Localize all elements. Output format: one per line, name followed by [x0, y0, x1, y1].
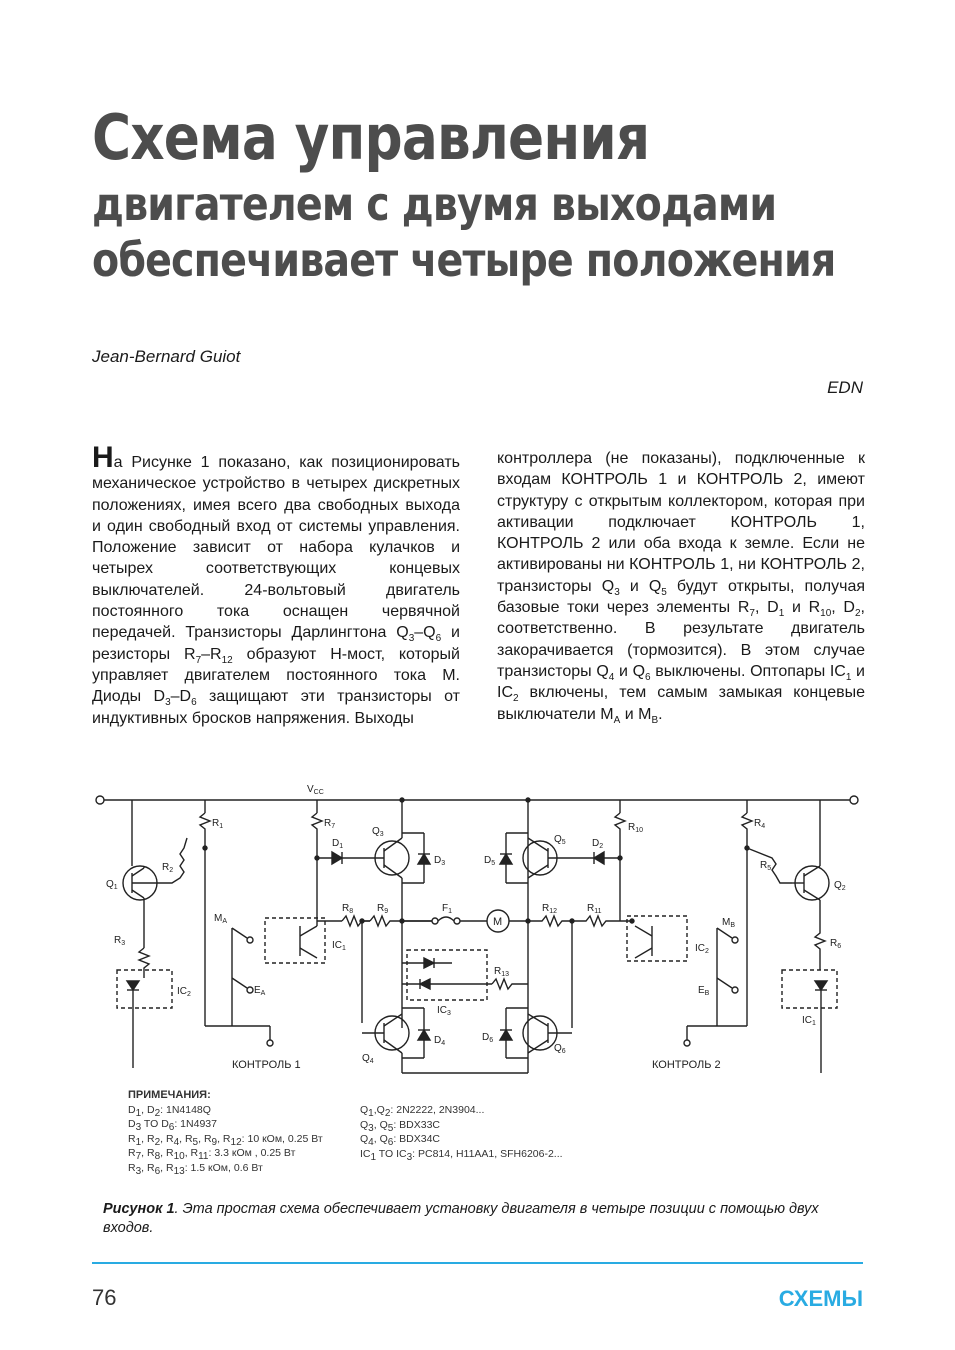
svg-text:R1: $R_1$: [212, 818, 224, 830]
caption-text: . Эта простая схема обеспечивает установку двигателя в четыре позиции с помощью двух входов.: [103, 1201, 819, 1236]
dropcap: Н: [92, 441, 114, 474]
page-number: 76: [92, 1285, 117, 1310]
vcc-label: $V_{CC}$: [307, 784, 324, 796]
notes-left: [128, 1088, 323, 1175]
svg-text:R8: $R_8$: [342, 903, 354, 915]
footer-rule: [92, 1262, 863, 1264]
svg-text:MA: $M_A$: [214, 913, 228, 925]
body-left-text: а Рисунке 1 показано, как позиционировать механическое устройство в четырех дискретных положениях, имея всего два свободных выхода и один свободный вход от системы управления. Положение зависит от набора кулачков и четырех соответствующих концевых выключателей. 24-вольтовый двигатель постоянного тока оснащен червячной передачей. Транзисторы Дарлингтона $Q_3-Q_6$ и резисторы $R_7-R_{12}$ образуют H-мост, который управляет двигателем постоянного тока M. Диоды $D_3-D_6$ защищают эти транзисторы от индуктивных бросков напряжения. Выходы: [92, 454, 461, 727]
notes-header: ПРИМЕЧАНИЯ:: [128, 1089, 211, 1101]
svg-text:Q1: $Q_1$: [106, 879, 118, 891]
svg-text:IC1: $IC_1$: [332, 940, 346, 952]
note-line: $R_3$, $R_6$, $R_{13}$: 1.5 кОм, 0.6 Вт: [128, 1161, 263, 1177]
svg-text:IC3: $IC_3$: [437, 1005, 451, 1017]
svg-text:Q5: $Q_5$: [554, 834, 566, 846]
svg-text:D4: $D_4$: [434, 1035, 446, 1047]
svg-text:Q2: $Q_2$: [834, 880, 846, 892]
svg-text:D1: $D_1$: [332, 838, 344, 850]
svg-text:EB: $E_B$: [698, 985, 710, 997]
note-line: $R_7$, $R_8$, $R_{10}$, $R_{11}$: 3.3 кОм , 0.25 Вт: [128, 1147, 296, 1163]
body-column-left: [92, 441, 461, 729]
note-line: $IC_1$ TO $IC_3$: PC814, H11AA1, SFH6206-2...: [360, 1147, 563, 1163]
note-line: $Q_1,Q_2$: 2N2222, 2N3904...: [360, 1104, 485, 1120]
title-line-1: Схема управления: [92, 101, 650, 174]
note-line: $R_1$, $R_2$, $R_4$, $R_5$, $R_9$, $R_{12}$: 10 кОм, 0.25 Вт: [128, 1132, 323, 1148]
svg-text:D3: $D_3$: [434, 855, 446, 867]
title-line-3: обеспечивает четыре положения: [92, 233, 836, 287]
control2-label: КОНТРОЛЬ 2: [652, 1059, 721, 1071]
body-column-right: [497, 448, 865, 725]
note-line: $Q_4$, $Q_6$: BDX34C: [360, 1133, 440, 1149]
svg-text:R13: $R_{13}$: [494, 966, 510, 978]
caption-label: Рисунок 1: [103, 1201, 175, 1217]
svg-text:IC1: $IC_1$: [802, 1015, 816, 1027]
motor-label: M: [493, 916, 503, 928]
svg-text:R10: $R_{10}$: [628, 822, 644, 834]
svg-text:R11: $R_{11}$: [587, 903, 602, 915]
title-line-2: двигателем с двумя выходами: [92, 177, 777, 231]
circuit-diagram: [92, 778, 872, 1078]
svg-text:R6: $R_6$: [830, 938, 842, 950]
figure-caption: [103, 1200, 873, 1238]
source: EDN: [827, 378, 863, 397]
svg-text:D5: $D_5$: [484, 855, 496, 867]
svg-text:R2: $R_2$: [162, 862, 174, 874]
author: Jean-Bernard Guiot: [92, 347, 241, 366]
svg-text:IC2: $IC_2$: [695, 943, 709, 955]
svg-text:Q3: $Q_3$: [372, 826, 384, 838]
svg-text:R12: $R_{12}$: [542, 903, 558, 915]
svg-text:Q6: $Q_6$: [554, 1043, 566, 1055]
article-title: [92, 100, 892, 288]
svg-text:R4: $R_4$: [754, 818, 766, 830]
svg-text:D6: $D_6$: [482, 1032, 494, 1044]
note-line: $D_3$ TO $D_6$: 1N4937: [128, 1118, 217, 1134]
svg-text:R7: $R_7$: [324, 818, 336, 830]
body-right-text: контроллера (не показаны), подключенные к входам КОНТРОЛЬ 1 и КОНТРОЛЬ 2, имеют структуру с открытым коллектором, которая при активации подключает КОНТРОЛЬ 1, КОНТРОЛЬ 2 или оба входа к земле. Если не активированы ни КОНТРОЛЬ 1, ни КОНТРОЛЬ 2, транзисторы $Q_3$ и $Q_5$ будут открыты, получая базовые токи через элементы $R_7$, $D_1$ и $R_{10}$, $D_2$, соответственно. В результате двигатель закорачивается (тормозится). В этом случае транзисторы $Q_4$ и $Q_6$ выключены. Оптопары $IC_1$ и $IC_2$ включены, тем самым замыкая концевые выключатели $M_A$ и $M_B$.: [497, 450, 866, 726]
note-line: $Q_3$, $Q_5$: BDX33C: [360, 1118, 440, 1134]
svg-text:Q4: $Q_4$: [362, 1053, 374, 1065]
svg-text:R5: $R_5$: [760, 860, 772, 872]
svg-text:IC2: $IC_2$: [177, 986, 191, 998]
section-label: СХЕМЫ: [778, 1286, 863, 1311]
svg-text:MB: $M_B$: [722, 917, 736, 929]
svg-text:EA: $E_A$: [254, 985, 266, 997]
svg-text:R9: $R_9$: [377, 903, 389, 915]
control1-label: КОНТРОЛЬ 1: [232, 1059, 301, 1071]
svg-text:D2: $D_2$: [592, 838, 604, 850]
svg-text:F1: $F_1$: [442, 903, 453, 915]
svg-text:R3: $R_3$: [114, 935, 126, 947]
notes-right: [360, 1103, 563, 1161]
note-line: $D_1$, $D_2$: 1N4148Q: [128, 1103, 211, 1119]
